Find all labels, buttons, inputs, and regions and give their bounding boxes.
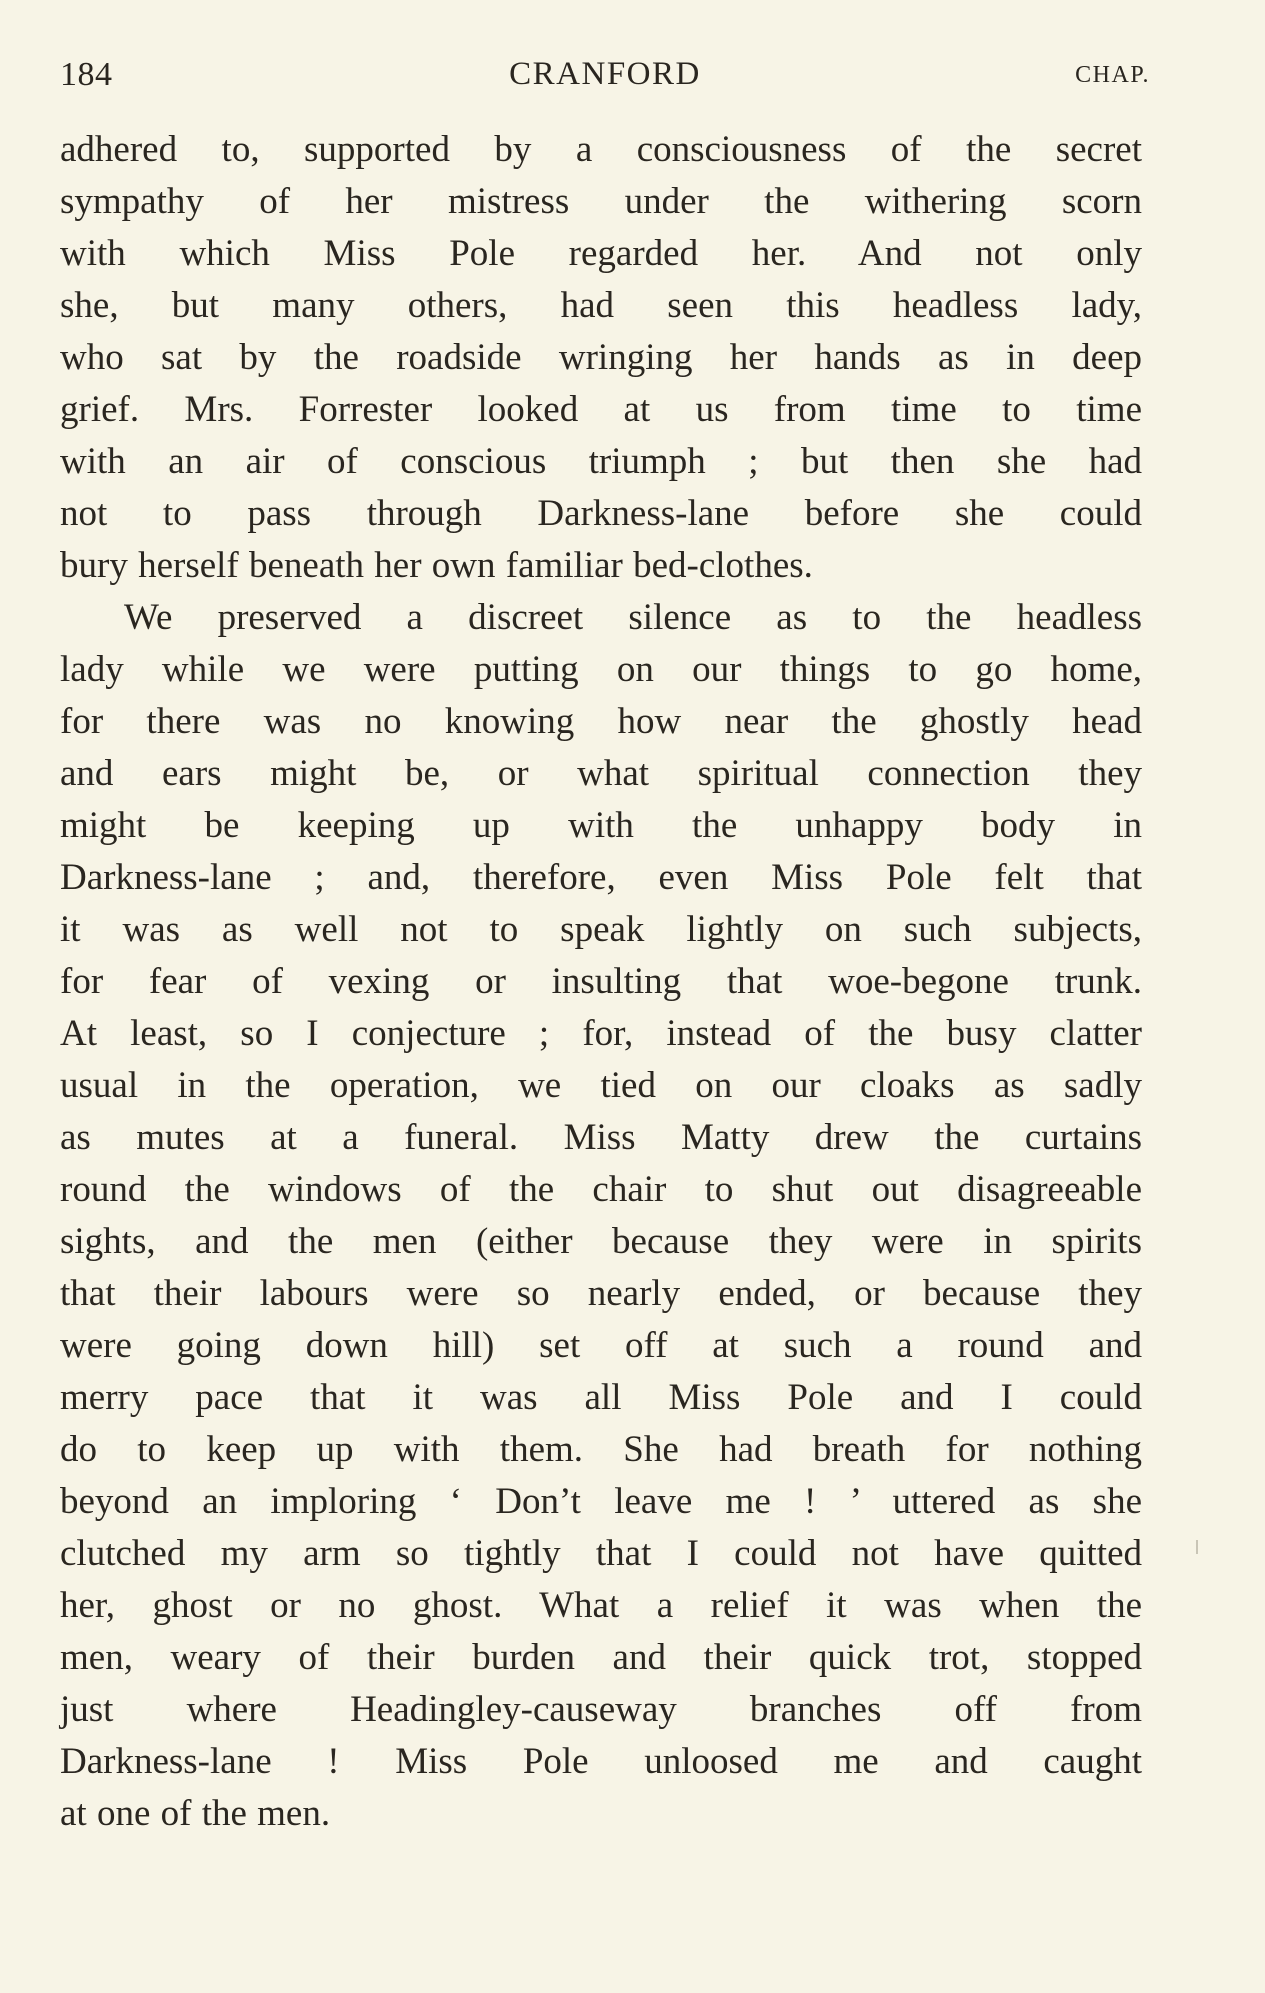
text-line: were going down hill) set off at such a round and	[60, 1325, 1142, 1366]
text-line: men, weary of their burden and their quick trot, stopped	[60, 1637, 1142, 1678]
text-line: adhered to, supported by a consciousness of the secret	[60, 129, 1142, 170]
running-head	[60, 52, 1150, 102]
paragraph-1	[60, 124, 1142, 592]
text-line: sympathy of her mistress under the withering scorn	[60, 181, 1142, 222]
text-line: at one of the men.	[60, 1793, 331, 1834]
text-line: grief. Mrs. Forrester looked at us from time to time	[60, 389, 1142, 430]
body-text	[60, 124, 1142, 1840]
text-line: as mutes at a funeral. Miss Matty drew the curtains	[60, 1117, 1142, 1158]
text-line: Darkness-lane ; and, therefore, even Miss Pole felt that	[60, 857, 1142, 898]
text-line: she, but many others, had seen this headless lady,	[60, 285, 1142, 326]
text-line: for fear of vexing or insulting that woe-begone trunk.	[60, 961, 1142, 1002]
text-line: bury herself beneath her own familiar bed-clothes.	[60, 545, 813, 586]
text-line: for there was no knowing how near the ghostly head	[60, 701, 1142, 742]
text-line: just where Headingley-causeway branches off from	[60, 1689, 1142, 1730]
running-title: CRANFORD	[509, 56, 701, 92]
text-line: beyond an imploring ‘ Don’t leave me ! ’ uttered as she	[60, 1481, 1142, 1522]
text-line: with an air of conscious triumph ; but then she had	[60, 441, 1142, 482]
text-line: Darkness-lane ! Miss Pole unloosed me and caught	[60, 1741, 1142, 1782]
page-number: 184	[60, 56, 113, 93]
text-line: do to keep up with them. She had breath for nothing	[60, 1429, 1142, 1470]
text-line: her, ghost or no ghost. What a relief it was when the	[60, 1585, 1142, 1626]
text-line: not to pass through Darkness-lane before she could	[60, 493, 1142, 534]
text-line: clutched my arm so tightly that I could not have quitted	[60, 1533, 1142, 1574]
text-line: it was as well not to speak lightly on such subjects,	[60, 909, 1142, 950]
paper-speck	[1196, 1540, 1198, 1554]
text-line: that their labours were so nearly ended, or because they	[60, 1273, 1142, 1314]
chapter-label: CHAP.	[1075, 62, 1150, 88]
text-line: usual in the operation, we tied on our cloaks as sadly	[60, 1065, 1142, 1106]
text-line: and ears might be, or what spiritual connection they	[60, 753, 1142, 794]
text-line: lady while we were putting on our things to go home,	[60, 649, 1142, 690]
text-line: merry pace that it was all Miss Pole and I could	[60, 1377, 1142, 1418]
text-line: We preserved a discreet silence as to the headless	[124, 597, 1142, 638]
text-line: might be keeping up with the unhappy body in	[60, 805, 1142, 846]
text-line: round the windows of the chair to shut out disagreeable	[60, 1169, 1142, 1210]
paragraph-2	[60, 592, 1142, 1840]
text-line: At least, so I conjecture ; for, instead of the busy clatter	[60, 1013, 1142, 1054]
text-line: with which Miss Pole regarded her. And not only	[60, 233, 1142, 274]
text-line: sights, and the men (either because they were in spirits	[60, 1221, 1142, 1262]
text-line: who sat by the roadside wringing her hands as in deep	[60, 337, 1142, 378]
